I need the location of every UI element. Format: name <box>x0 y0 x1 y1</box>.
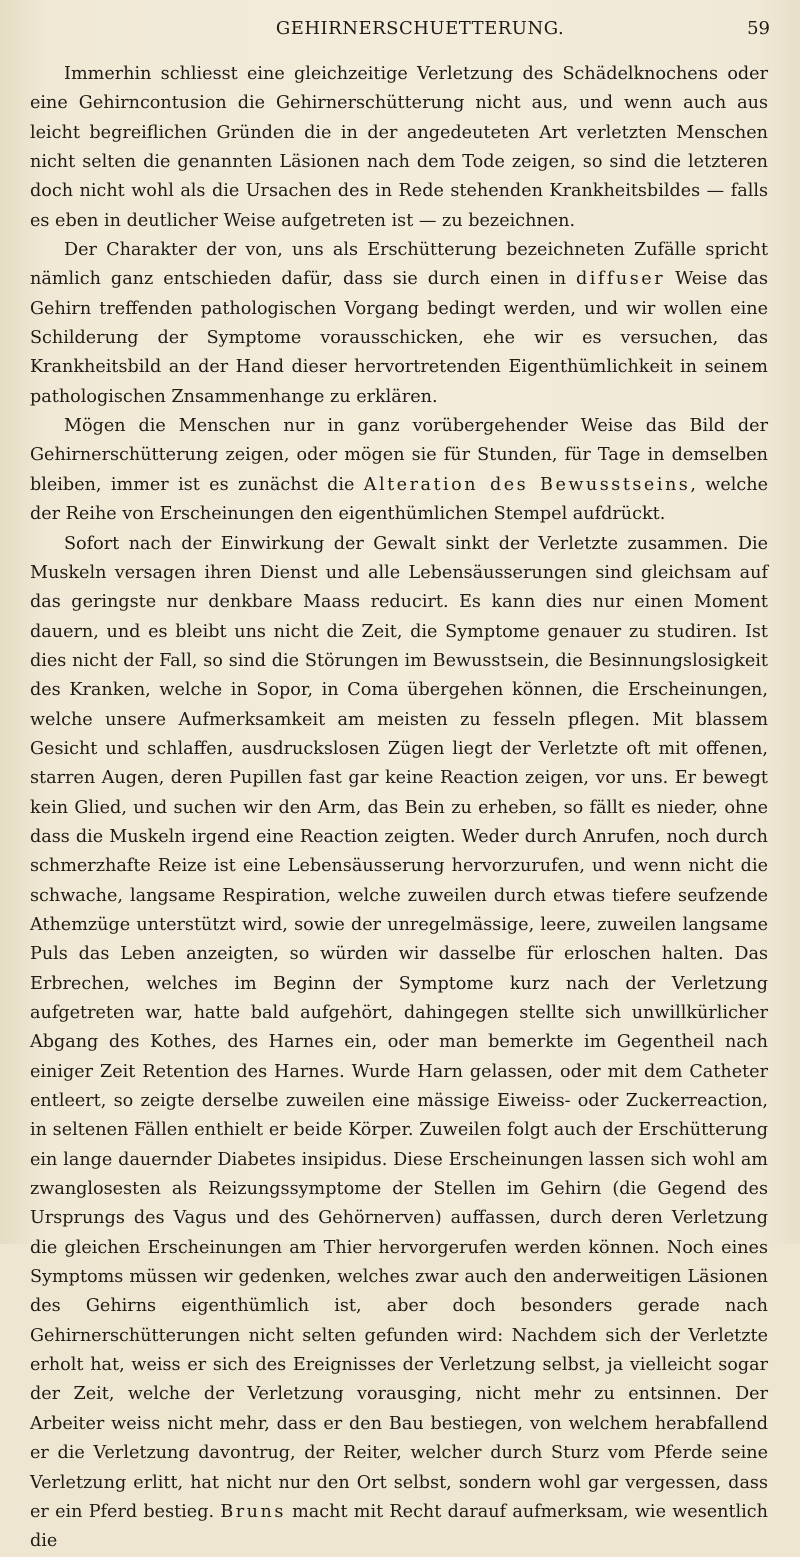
text-run: Der Charakter der von <box>64 240 278 261</box>
stray-mark: , <box>277 240 292 261</box>
paragraph <box>30 530 768 1557</box>
text-run: macht mit Recht darauf aufmerksam, wie wesentlich die <box>30 1501 768 1552</box>
paragraph <box>30 412 768 529</box>
running-header <box>70 18 770 44</box>
text-run: , welche der Reihe von Erscheinungen den eigenthümlichen Stempel aufdrückt. <box>30 474 768 525</box>
body-text <box>30 60 768 1557</box>
running-title: GEHIRNERSCHUETTERUNG. <box>275 18 565 39</box>
text-run: Immerhin schliesst eine gleichzeitige Verletzung des Schädelknochens oder eine Gehirncontusion die Gehirnerschütterung nicht aus, und wenn auch aus leicht begreiflichen Gründen die in der angedeuteten Art verletzten Menschen nicht selten die genannten Läsionen nach dem Tode zeigen, so sind die letzteren doch nicht wohl als die Ursachen des in Rede stehenden Krankheitsbildes — falls es eben in deutlicher Weise aufgetreten ist — zu bezeichnen. <box>30 64 768 231</box>
emphasized-term: diffuser <box>576 269 666 290</box>
paragraph <box>30 60 768 236</box>
page-number: 59 <box>747 18 770 39</box>
text-run: Mögen die Menschen nur in ganz vorübergehender Weise das Bild der Gehirnerschütterung zeigen, oder mögen sie für Stunden, für Tage in demselben bleiben, immer ist es zunächst die <box>30 416 768 495</box>
emphasized-term: Alteration des Bewusstseins <box>363 474 691 495</box>
text-run: uns als Erschütterung bezeichneten Zufälle spricht nämlich ganz entschieden dafür, dass sie durch einen in <box>30 240 769 290</box>
text-run: Sofort nach der Einwirkung der Gewalt sinkt der Verletzte zusammen. Die Muskeln versagen ihren Dienst und alle Lebensäusserungen sind gleichsam auf das geringste nur denkbare Maass reducirt. Es kann dies nur einen Moment dauern, und es bleibt uns nicht die Zeit, die Symptome genauer zu studiren. Ist dies nicht der Fall, so sind die Störungen im Bewusstsein, die Besinnungslosigkeit des Kranken, welche in Sopor, in Coma übergehen können, die Erscheinungen, welche unsere Aufmerksamkeit am meisten zu fesseln pflegen. Mit blassem Gesicht und schlaffen, ausdruckslosen Zügen liegt der Verletzte oft mit offenen, starren Augen, deren Pupillen fast gar keine Reaction zeigen, vor uns. Er bewegt kein Glied, und suchen wir den Arm, das Bein zu erheben, so fällt es nieder, ohne dass die Muskeln irgend eine Reaction zeigten. Weder durch Anrufen, noch durch schmerzhafte Reize ist eine Lebensäusserung hervorzurufen, und wenn nicht die schwache, langsame Respiration, welche zuweilen durch etwas tiefere seufzende Athemzüge unterstützt wird, sowie der unregelmässige, leere, zuweilen langsame Puls das Leben anzeigten, so würden wir dasselbe für erloschen halten. Das Erbrechen, welches im Beginn der Symptome kurz nach der Verletzung aufgetreten war, hatte bald aufgehört, dahingegen stellte sich unwillkürlicher Abgang des Kothes, des Harnes ein, oder man bemerkte im Gegentheil nach einiger Zeit Retention des Harnes. Wurde Harn gelassen, oder mit dem Catheter entleert, so zeigte derselbe zuweilen eine mässige Eiweiss- oder Zuckerreaction, in seltenen Fällen enthielt er beide Körper. Zuweilen folgt auch der Erschütterung ein lange dauernder Diabetes insipidus. Diese Erscheinungen lassen sich wohl am zwanglosesten als Reizungssymptome der Stellen im Gehirn (die Gegend des Ursprungs des Vagus und des Gehörnerven) auffassen, durch deren Verletzung die gleichen Erscheinungen am Thier hervorgerufen werden können. Noch eines Symptoms müssen wir gedenken, welches zwar auch den anderweitigen Läsionen des Gehirns eigenthümlich ist, aber doch besonders gerade nach Gehirnerschütterungen nicht selten gefunden wird: Nachdem sich der Verletzte erholt hat, weiss er sich des Ereignisses der Verletzung selbst, ja vielleicht sogar der Zeit, welche der Verletzung vorausging, nicht mehr zu entsinnen. Der Arbeiter weiss nicht mehr, dass er den Bau bestiegen, von welchem herabfallend er die Verletzung davontrug, der Reiter, welcher durch Sturz vom Pferde seine Verletzung erlitt, hat nicht nur den Ort selbst, sondern wohl gar vergessen, dass er ein Pferd bestieg. <box>30 533 768 1522</box>
author-name: Bruns <box>220 1501 286 1522</box>
paragraph <box>30 236 768 412</box>
text-run: Weise das Gehirn treffenden pathologischen Vorgang bedingt werden, und wir wollen eine Schilderung der Symptome vorausschicken, ehe wir es versuchen, das Krankheitsbild an der Hand dieser hervortretenden Eigenthümlichkeit in seinem pathologischen Znsammenhange zu erklären. <box>30 269 768 407</box>
